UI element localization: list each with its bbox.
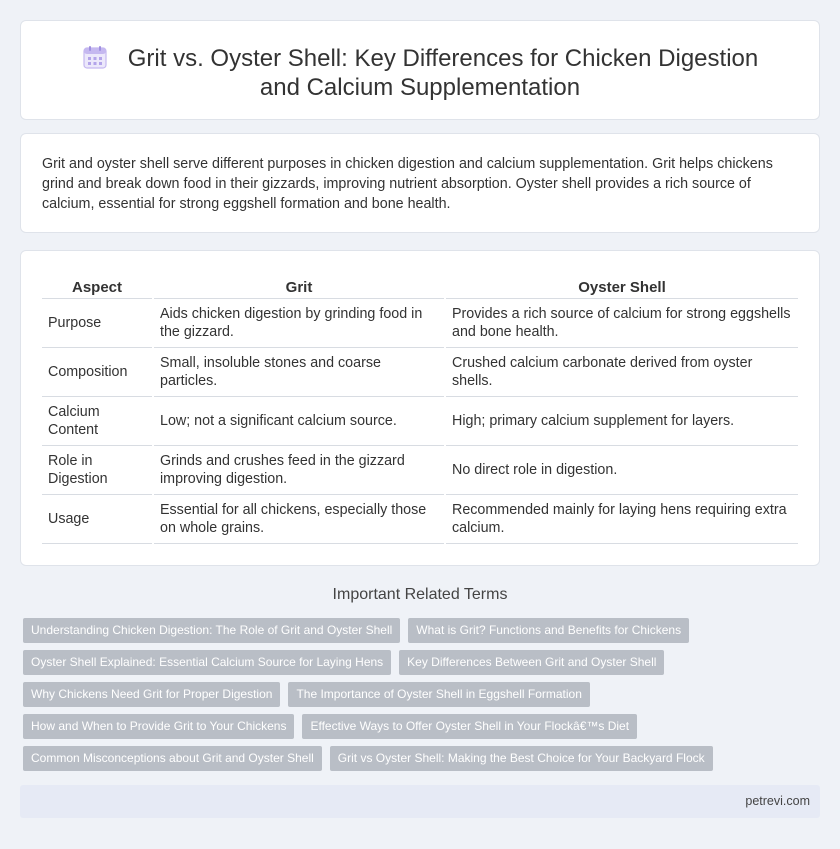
table-cell-oyster-shell: Provides a rich source of calcium for strong eggshells and bone health. (445, 299, 798, 348)
related-tag-link[interactable]: Key Differences Between Grit and Oyster Shell (399, 650, 664, 675)
table-cell-oyster-shell: High; primary calcium supplement for layers. (445, 397, 798, 446)
related-tags-row (23, 650, 664, 675)
table-cell-oyster-shell: Recommended mainly for laying hens requiring extra calcium. (445, 495, 798, 544)
comparison-table (42, 277, 798, 544)
related-tags-row (23, 714, 637, 739)
table-cell-aspect: Composition (42, 348, 153, 397)
table-row (42, 348, 798, 397)
table-cell-grit: Essential for all chickens, especially those on whole grains. (153, 495, 445, 544)
page-title: Grit vs. Oyster Shell: Key Differences for Chicken Digestion and Calcium Supplementation (127, 45, 759, 101)
related-tag-link[interactable]: Common Misconceptions about Grit and Oyster Shell (23, 746, 322, 771)
table-cell-aspect: Usage (42, 495, 153, 544)
column-header-grit: Grit (153, 277, 445, 299)
column-header-aspect: Aspect (42, 277, 153, 299)
related-tag-link[interactable]: Effective Ways to Offer Oyster Shell in Your Flockâ€™s Diet (302, 714, 637, 739)
related-tags-row (23, 746, 713, 771)
related-tag-link[interactable]: Grit vs Oyster Shell: Making the Best Choice for Your Backyard Flock (330, 746, 713, 771)
table-cell-grit: Low; not a significant calcium source. (153, 397, 445, 446)
table-header-row (42, 277, 798, 299)
footer-site-link[interactable]: petrevi.com (745, 794, 810, 808)
calendar-icon (82, 45, 108, 69)
table-cell-aspect: Role in Digestion (42, 446, 153, 495)
column-header-oyster-shell: Oyster Shell (445, 277, 798, 299)
table-cell-oyster-shell: Crushed calcium carbonate derived from oyster shells. (445, 348, 798, 397)
table-cell-aspect: Calcium Content (42, 397, 153, 446)
table-row (42, 397, 798, 446)
table-cell-aspect: Purpose (42, 299, 153, 348)
page-title-container (21, 44, 819, 102)
related-tag-link[interactable]: The Importance of Oyster Shell in Eggshell Formation (288, 682, 589, 707)
table-cell-grit: Aids chicken digestion by grinding food in the gizzard. (153, 299, 445, 348)
related-tag-link[interactable]: What is Grit? Functions and Benefits for Chickens (408, 618, 689, 643)
table-row (42, 299, 798, 348)
title-card (20, 20, 820, 120)
table-cell-oyster-shell: No direct role in digestion. (445, 446, 798, 495)
related-tag-link[interactable]: Oyster Shell Explained: Essential Calcium Source for Laying Hens (23, 650, 391, 675)
related-tags-row (23, 682, 590, 707)
table-row (42, 495, 798, 544)
table-cell-grit: Small, insoluble stones and coarse particles. (153, 348, 445, 397)
intro-card (20, 133, 820, 233)
related-tags-row (23, 618, 689, 643)
related-tag-link[interactable]: How and When to Provide Grit to Your Chickens (23, 714, 294, 739)
comparison-card (20, 250, 820, 566)
table-row (42, 446, 798, 495)
related-tag-link[interactable]: Why Chickens Need Grit for Proper Digestion (23, 682, 280, 707)
intro-paragraph: Grit and oyster shell serve different purposes in chicken digestion and calcium supplementation. Grit helps chickens grind and break down food in their gizzards, improving nutrient absorption. Oyster shell provides a rich source of calcium, essential for strong eggshell formation and bone health. (42, 156, 773, 212)
related-tag-link[interactable]: Understanding Chicken Digestion: The Role of Grit and Oyster Shell (23, 618, 400, 643)
footer (20, 785, 820, 818)
related-terms-heading: Important Related Terms (332, 586, 508, 603)
table-cell-grit: Grinds and crushes feed in the gizzard improving digestion. (153, 446, 445, 495)
